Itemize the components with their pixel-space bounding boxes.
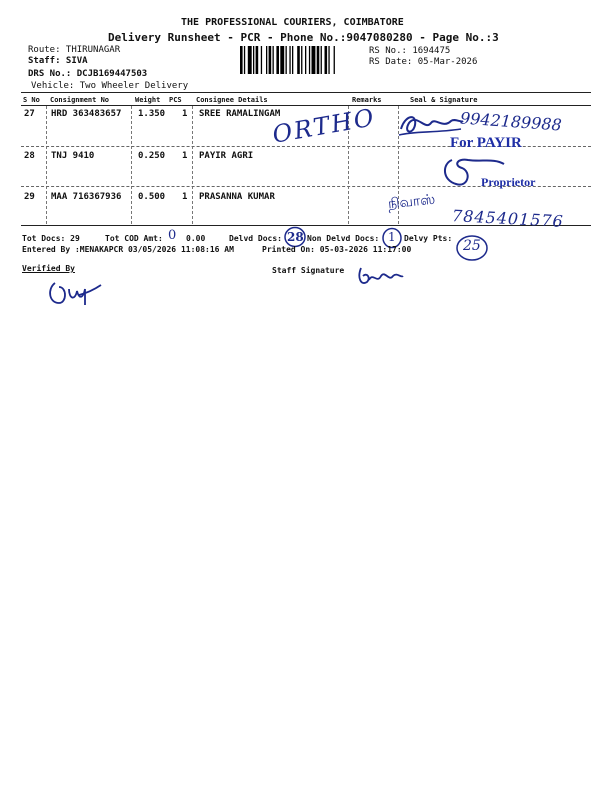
col-header-sno: S No (23, 96, 40, 104)
table-header-rule (21, 105, 591, 106)
row-pcs: 1 (182, 109, 188, 119)
barcode-image (240, 46, 364, 74)
verified-by-label: Verified By (22, 264, 75, 273)
handwritten-delivery-points: 25 (463, 238, 481, 254)
col-header-remarks: Remarks (352, 96, 382, 104)
rs-date: RS Date: 05-Mar-2026 (369, 57, 478, 67)
staff-signature (355, 264, 405, 290)
delivered-docs-label: Delvd Docs: (229, 234, 282, 243)
table-top-rule (21, 92, 591, 93)
row-consignment: TNJ 9410 (51, 151, 95, 161)
staff-label: Staff: SIVA (28, 56, 88, 66)
row-consignment: HRD 363483657 (51, 109, 122, 119)
handwritten-delivered-docs: 28 (287, 230, 304, 244)
row-sno: 28 (24, 151, 35, 161)
row-consignee: SREE RAMALINGAM (199, 109, 281, 119)
stamp-proprietor: Proprietor (481, 175, 536, 189)
non-delivered-docs-label: Non Delvd Docs: (307, 234, 380, 243)
row-consignee: PAYIR AGRI (199, 151, 254, 161)
col-header-consignment: Consignment No (50, 96, 110, 104)
handwritten-phone-row29: 7845401576 (451, 206, 565, 231)
col-sep-2 (131, 106, 132, 224)
row-weight: 0.500 (138, 192, 166, 202)
cod-amount-value: 0 (168, 228, 177, 243)
handwritten-tamil-name-row29: நிவாஸ் (387, 191, 436, 213)
row-sno: 29 (24, 192, 35, 202)
row-consignment: MAA 716367936 (51, 192, 122, 202)
col-sep-1 (46, 106, 47, 224)
total-cod-value: 0.00 (186, 234, 206, 243)
total-cod-label: Tot COD Amt: (105, 234, 163, 243)
route-label: Route: THIRUNAGAR (28, 45, 121, 55)
rs-number: RS No.: 1694475 (369, 46, 451, 56)
col-sep-3 (192, 106, 193, 224)
drs-number: DRS No.: DCJB169447503 (28, 69, 148, 79)
handwritten-non-delivered: 1 (388, 230, 396, 244)
runsheet-subtitle: Delivery Runsheet - PCR - Phone No.:9047080280 - Page No.:3 (108, 31, 499, 44)
handwritten-cod-amount (168, 228, 176, 243)
row-weight: 0.250 (138, 151, 166, 161)
row-pcs: 1 (182, 192, 188, 202)
row-sno: 27 (24, 109, 35, 119)
total-docs: Tot Docs: 29 (22, 234, 80, 243)
entered-by: Entered By :MENAKAPCR 03/05/2026 11:08:16 AM (22, 245, 234, 254)
row-pcs: 1 (182, 151, 188, 161)
handwritten-phone-row27: 9942189988 (459, 108, 563, 135)
col-header-weight: Weight (135, 96, 161, 104)
company-title: THE PROFESSIONAL COURIERS, COIMBATORE (181, 17, 404, 28)
col-header-seal: Seal & Signature (410, 96, 478, 104)
delivery-points-label: Delvy Pts: (404, 234, 453, 243)
col-header-pcs: PCS (169, 96, 182, 104)
verifier-signature (45, 275, 105, 311)
col-header-consignee: Consignee Details (196, 96, 268, 104)
stamp-for-payir: For PAYIR (450, 135, 522, 151)
staff-signature-label: Staff Signature (272, 266, 345, 275)
row-consignee: PRASANNA KUMAR (199, 192, 275, 202)
row-weight: 1.350 (138, 109, 166, 119)
printed-on: Printed On: 05-03-2026 11:17:00 (262, 245, 412, 254)
handwritten-ortho-remark: ORTHO (270, 103, 378, 149)
vehicle-label: Vehicle: Two Wheeler Delivery (31, 81, 189, 91)
